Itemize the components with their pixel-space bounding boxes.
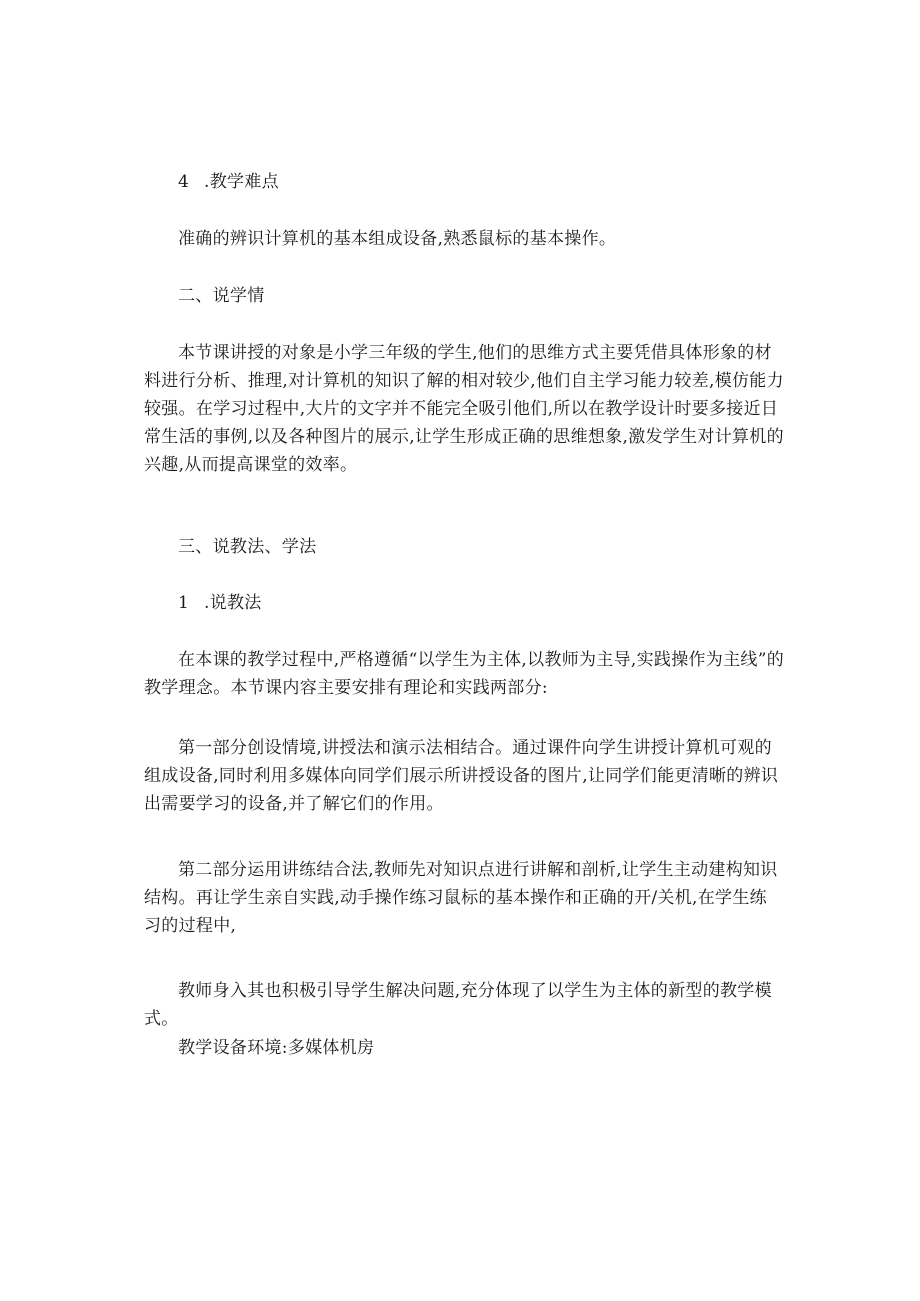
heading-number: 4 — [178, 172, 190, 192]
paragraph-part-one: 第一部分创设情境,讲授法和演示法相结合。通过课件向学生讲授计算机可观的组成设备,同时利用多媒体向同学们展示所讲授设备的图片,让同学们能更清晰的辨识出需要学习的设备,并了解它们的作用。 — [144, 738, 779, 814]
paragraph-teacher-guidance: 教师身入其也积极引导学生解决问题,充分体现了以学生为主体的新型的教学模式。 — [144, 981, 772, 1029]
heading-teaching-difficulty — [178, 168, 279, 196]
paragraph-equipment: 教学设备环境:多媒体机房 — [178, 1038, 375, 1058]
paragraph-difficulty-body: 准确的辨识计算机的基本组成设备,熟悉鼠标的基本操作。 — [178, 229, 617, 249]
heading-student-analysis: 二、说学情 — [178, 286, 265, 306]
heading-text: .教学难点 — [204, 172, 279, 192]
subheading-teaching-method — [178, 589, 262, 617]
heading-teaching-methods: 三、说教法、学法 — [178, 537, 317, 557]
subheading-number: 1 — [178, 593, 190, 613]
paragraph-part-two: 第二部分运用讲练结合法,教师先对知识点进行讲解和剖析,让学生主动建构知识结构。再让学生亲自实践,动手操作练习鼠标的基本操作和正确的开/关机,在学生练习的过程中, — [144, 860, 778, 936]
subheading-text: .说教法 — [204, 593, 262, 613]
paragraph-teaching-philosophy: 在本课的教学过程中,严格遵循“以学生为主体,以教师为主导,实践操作为主线”的教学理念。本节课内容主要安排有理论和实践两部分: — [144, 650, 784, 698]
paragraph-student-analysis: 本节课讲授的对象是小学三年级的学生,他们的思维方式主要凭借具体形象的材料进行分析、推理,对计算机的知识了解的相对较少,他们自主学习能力较差,模仿能力较强。在学习过程中,大片的文字并不能完全吸引他们,所以在教学设计时要多接近日常生活的事例,以及各种图片的展示,让学生形成正确的思维想象,激发学生对计算机的兴趣,从而提高课堂的效率。 — [144, 343, 784, 475]
